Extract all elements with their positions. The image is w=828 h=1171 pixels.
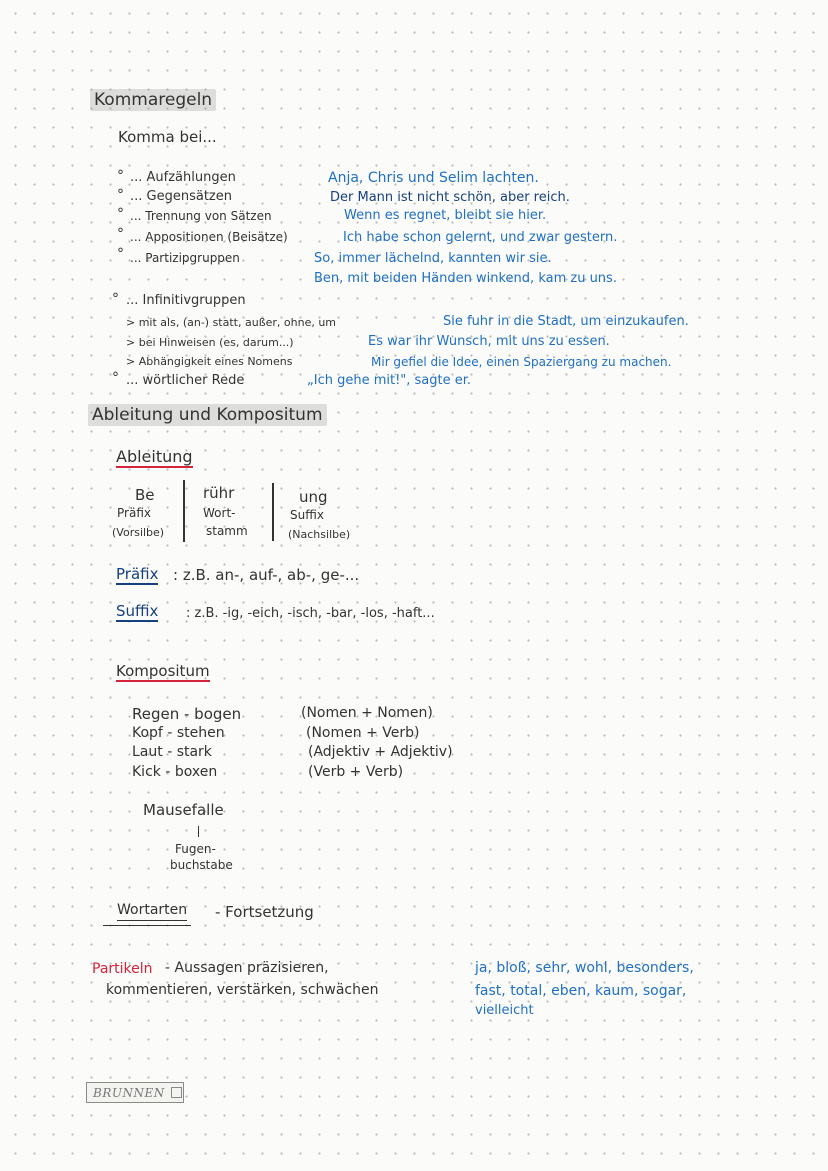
ableitung-desc: (Nachsilbe) [288,528,351,541]
ableitung-part: ung [299,488,328,506]
rule-example-2: Ben, mit beiden Händen winkend, kam zu uns. [314,271,617,286]
rule-example: Anja, Chris und Selim lachten. [328,170,539,186]
wortarten-text: - Fortsetzung [215,903,314,921]
rule-label: ... Trennung von Sätzen [130,209,272,223]
partikeln-desc-2: kommentieren, verstärken, schwächen [106,982,379,998]
ableitung-part: Be [135,486,155,504]
rule-label: ... Partizipgruppen [130,251,240,265]
bullet: ° [117,246,124,262]
infinitiv-example: Sie fuhr in die Stadt, um einzukaufen. [443,314,689,329]
bullet: ° [117,226,124,242]
kompositum-word: Laut - stark [132,744,212,760]
kompositum-word: Kick - boxen [132,764,218,780]
kompositum-type: (Nomen + Nomen) [301,705,433,721]
partikeln-example-2: fast, total, eben, kaum, sogar, [475,983,687,999]
suffix-label: Suffix [116,602,159,620]
bullet: ° [117,206,124,222]
fugen-label: Fugen- [175,842,216,856]
kompositum-type: (Verb + Verb) [308,764,404,780]
kompositum-example: Mausefalle [143,801,224,819]
bullet: ° [112,291,119,307]
kompositum-type: (Nomen + Verb) [306,725,420,741]
ableitung-name: Wort- [203,506,236,520]
bullet: ° [117,168,124,184]
bullet: ° [117,187,124,203]
fugen-marker [198,826,199,837]
brand-mark-icon [171,1087,182,1098]
komma-subtitle: Komma bei... [118,128,217,146]
section-title-kommaregeln: Kommaregeln [90,90,216,110]
brand-logo: BRUNNEN [86,1082,184,1103]
ableitung-name: Präfix [117,506,151,520]
ableitung-part: rühr [203,484,235,502]
rule-example: Der Mann ist nicht schön, aber reich. [330,190,570,205]
suffix-text: : z.B. -ig, -eich, -isch, -bar, -los, -haft... [186,606,435,621]
ableitung-desc: stamm [206,524,248,538]
infinitiv-sub: > mit als, (an-) statt, außer, ohne, um [126,316,337,329]
partikeln-desc: - Aussagen präzisieren, [165,960,329,976]
wortarten-label: Wortarten [117,902,187,921]
rule-example: Wenn es regnet, bleibt sie hier. [344,208,547,223]
section-title-ableitung-kompositum: Ableitung und Kompositum [88,405,327,425]
partikeln-label: Partikeln [92,961,153,977]
table-divider [183,480,185,542]
table-divider [272,483,274,541]
kompositum-word: Regen - bogen [132,705,242,723]
rede-label: ... wörtlicher Rede [126,373,245,388]
rule-label: ... Appositionen (Beisätze) [130,230,288,244]
rule-label: ... Aufzählungen [130,170,236,185]
wortarten-underline [103,925,191,926]
fugen-label-2: buchstabe [170,858,233,872]
partikeln-example: ja, bloß, sehr, wohl, besonders, [475,960,694,976]
rule-label: ... Gegensätzen [130,189,232,204]
infinitiv-label: ... Infinitivgruppen [126,293,246,308]
rule-example: So, immer lächelnd, kannten wir sie. [314,251,552,266]
bullet: ° [112,370,119,386]
ableitung-desc: (Vorsilbe) [112,526,165,539]
rede-example: „Ich gehe mit!", sagte er. [307,373,472,388]
praefix-label: Präfix [116,565,159,583]
infinitiv-sub: > Abhängigkeit eines Nomens [126,355,293,368]
rule-example: Ich habe schon gelernt, und zwar gestern. [343,230,618,245]
infinitiv-example: Mir gefiel die Idee, einen Spaziergang zu machen. [371,355,672,369]
partikeln-example-3: vielleicht [475,1003,534,1018]
kompositum-word: Kopf - stehen [132,725,225,741]
kompositum-title: Kompositum [116,662,210,680]
ableitung-name: Suffix [290,508,324,522]
ableitung-title: Ableitung [116,447,193,466]
infinitiv-sub: > bei Hinweisen (es, darum...) [126,336,294,349]
kompositum-type: (Adjektiv + Adjektiv) [308,744,453,760]
infinitiv-example: Es war ihr Wunsch, mit uns zu essen. [368,334,610,349]
praefix-text: : z.B. an-, auf-, ab-, ge-... [173,566,360,584]
